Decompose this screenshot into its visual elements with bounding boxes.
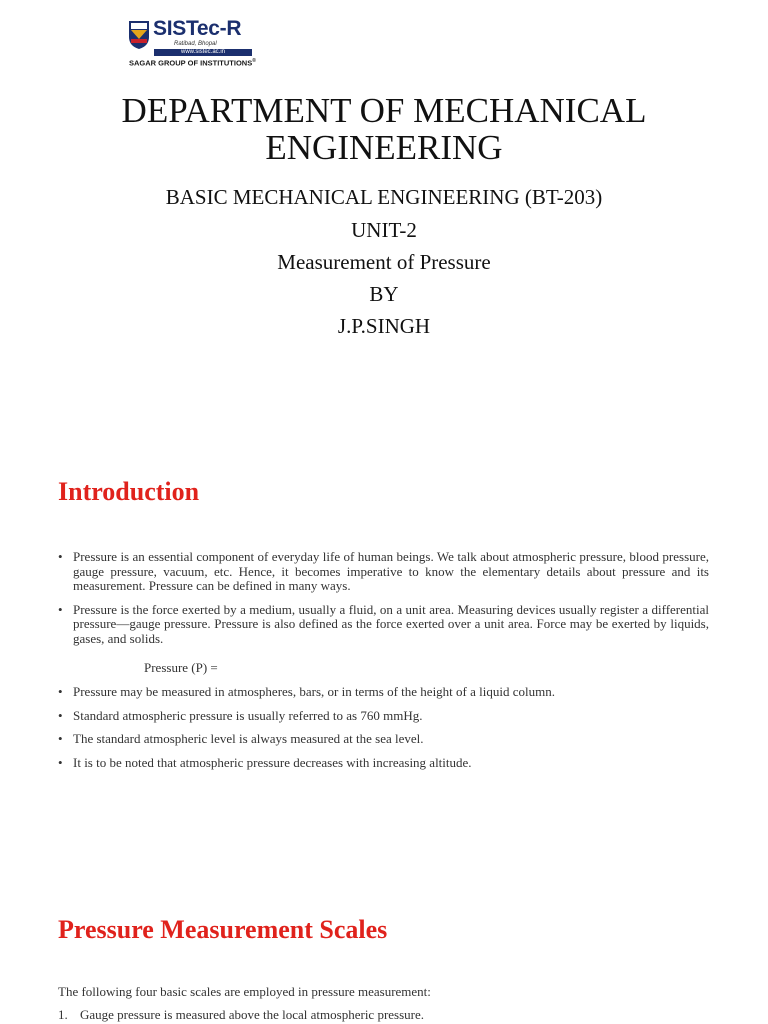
department-title bbox=[0, 92, 768, 166]
by-label: BY bbox=[369, 282, 399, 306]
bullet-text: Pressure may be measured in atmospheres, bars, or in terms of the height of a liquid column. bbox=[73, 684, 555, 699]
scales-heading: Pressure Measurement Scales bbox=[58, 915, 388, 944]
bullet-icon: • bbox=[58, 549, 63, 564]
logo-location: Ratibad, Bhopal bbox=[174, 41, 217, 47]
item-text: Gauge pressure is measured above the local atmospheric pressure. bbox=[80, 1007, 425, 1022]
list-item bbox=[58, 685, 709, 700]
list-item bbox=[58, 756, 709, 771]
list-item bbox=[58, 550, 709, 594]
bullet-text: It is to be noted that atmospheric pressure decreases with increasing altitude. bbox=[73, 754, 472, 770]
list-item bbox=[58, 709, 709, 724]
logo-group-name bbox=[129, 57, 256, 68]
bullet-icon: • bbox=[58, 731, 63, 746]
item-number: 1. bbox=[58, 1007, 68, 1022]
introduction-bullets-top bbox=[58, 550, 709, 655]
author-name: J.P.SINGH bbox=[337, 314, 431, 338]
list-item bbox=[58, 1007, 424, 1022]
bullet-icon: • bbox=[58, 754, 63, 770]
list-item bbox=[58, 603, 709, 647]
bullet-icon: • bbox=[58, 684, 63, 699]
sistec-logo bbox=[128, 17, 256, 67]
department-title-text: DEPARTMENT OF MECHANICAL ENGINEERING bbox=[121, 91, 647, 167]
shield-emblem-icon bbox=[128, 20, 150, 50]
introduction-bullets-bottom bbox=[58, 685, 709, 779]
bullet-text: Standard atmospheric pressure is usually referred to as 760 mmHg. bbox=[73, 707, 423, 723]
unit-label: UNIT-2 bbox=[351, 218, 417, 242]
list-item bbox=[58, 732, 709, 747]
bullet-text: The standard atmospheric level is always measured at the sea level. bbox=[73, 731, 424, 746]
logo-url: www.sistec.ac.in bbox=[154, 49, 252, 56]
topic-title: Measurement of Pressure bbox=[277, 250, 491, 274]
pressure-formula: Pressure (P) = bbox=[144, 660, 218, 675]
introduction-heading: Introduction bbox=[58, 477, 200, 506]
bullet-text: Pressure is the force exerted by a medium, usually a fluid, on a unit area. Measuring devices usually register a differential pressure—gauge pressure. Pressure is also defined as the force exerted over a unit area. Force may be exerted by liquids, gases, and solids. bbox=[73, 601, 709, 646]
bullet-text: Pressure is an essential component of everyday life of human beings. We talk about atmospheric pressure, blood pressure, gauge pressure, vacuum, etc. Hence, it becomes imperative to know the elementary details about pressure and its measurement. Pressure can be defined in many ways. bbox=[73, 549, 709, 593]
logo-group-mark: ® bbox=[252, 58, 256, 64]
scales-intro: The following four basic scales are employed in pressure measurement: bbox=[58, 984, 431, 999]
bullet-icon: • bbox=[58, 601, 63, 617]
logo-group-text: SAGAR GROUP OF INSTITUTIONS bbox=[129, 58, 253, 68]
logo-brand: SISTec-R bbox=[153, 17, 242, 40]
bullet-icon: • bbox=[58, 707, 63, 723]
course-title: BASIC MECHANICAL ENGINEERING (BT-203) bbox=[165, 185, 603, 209]
